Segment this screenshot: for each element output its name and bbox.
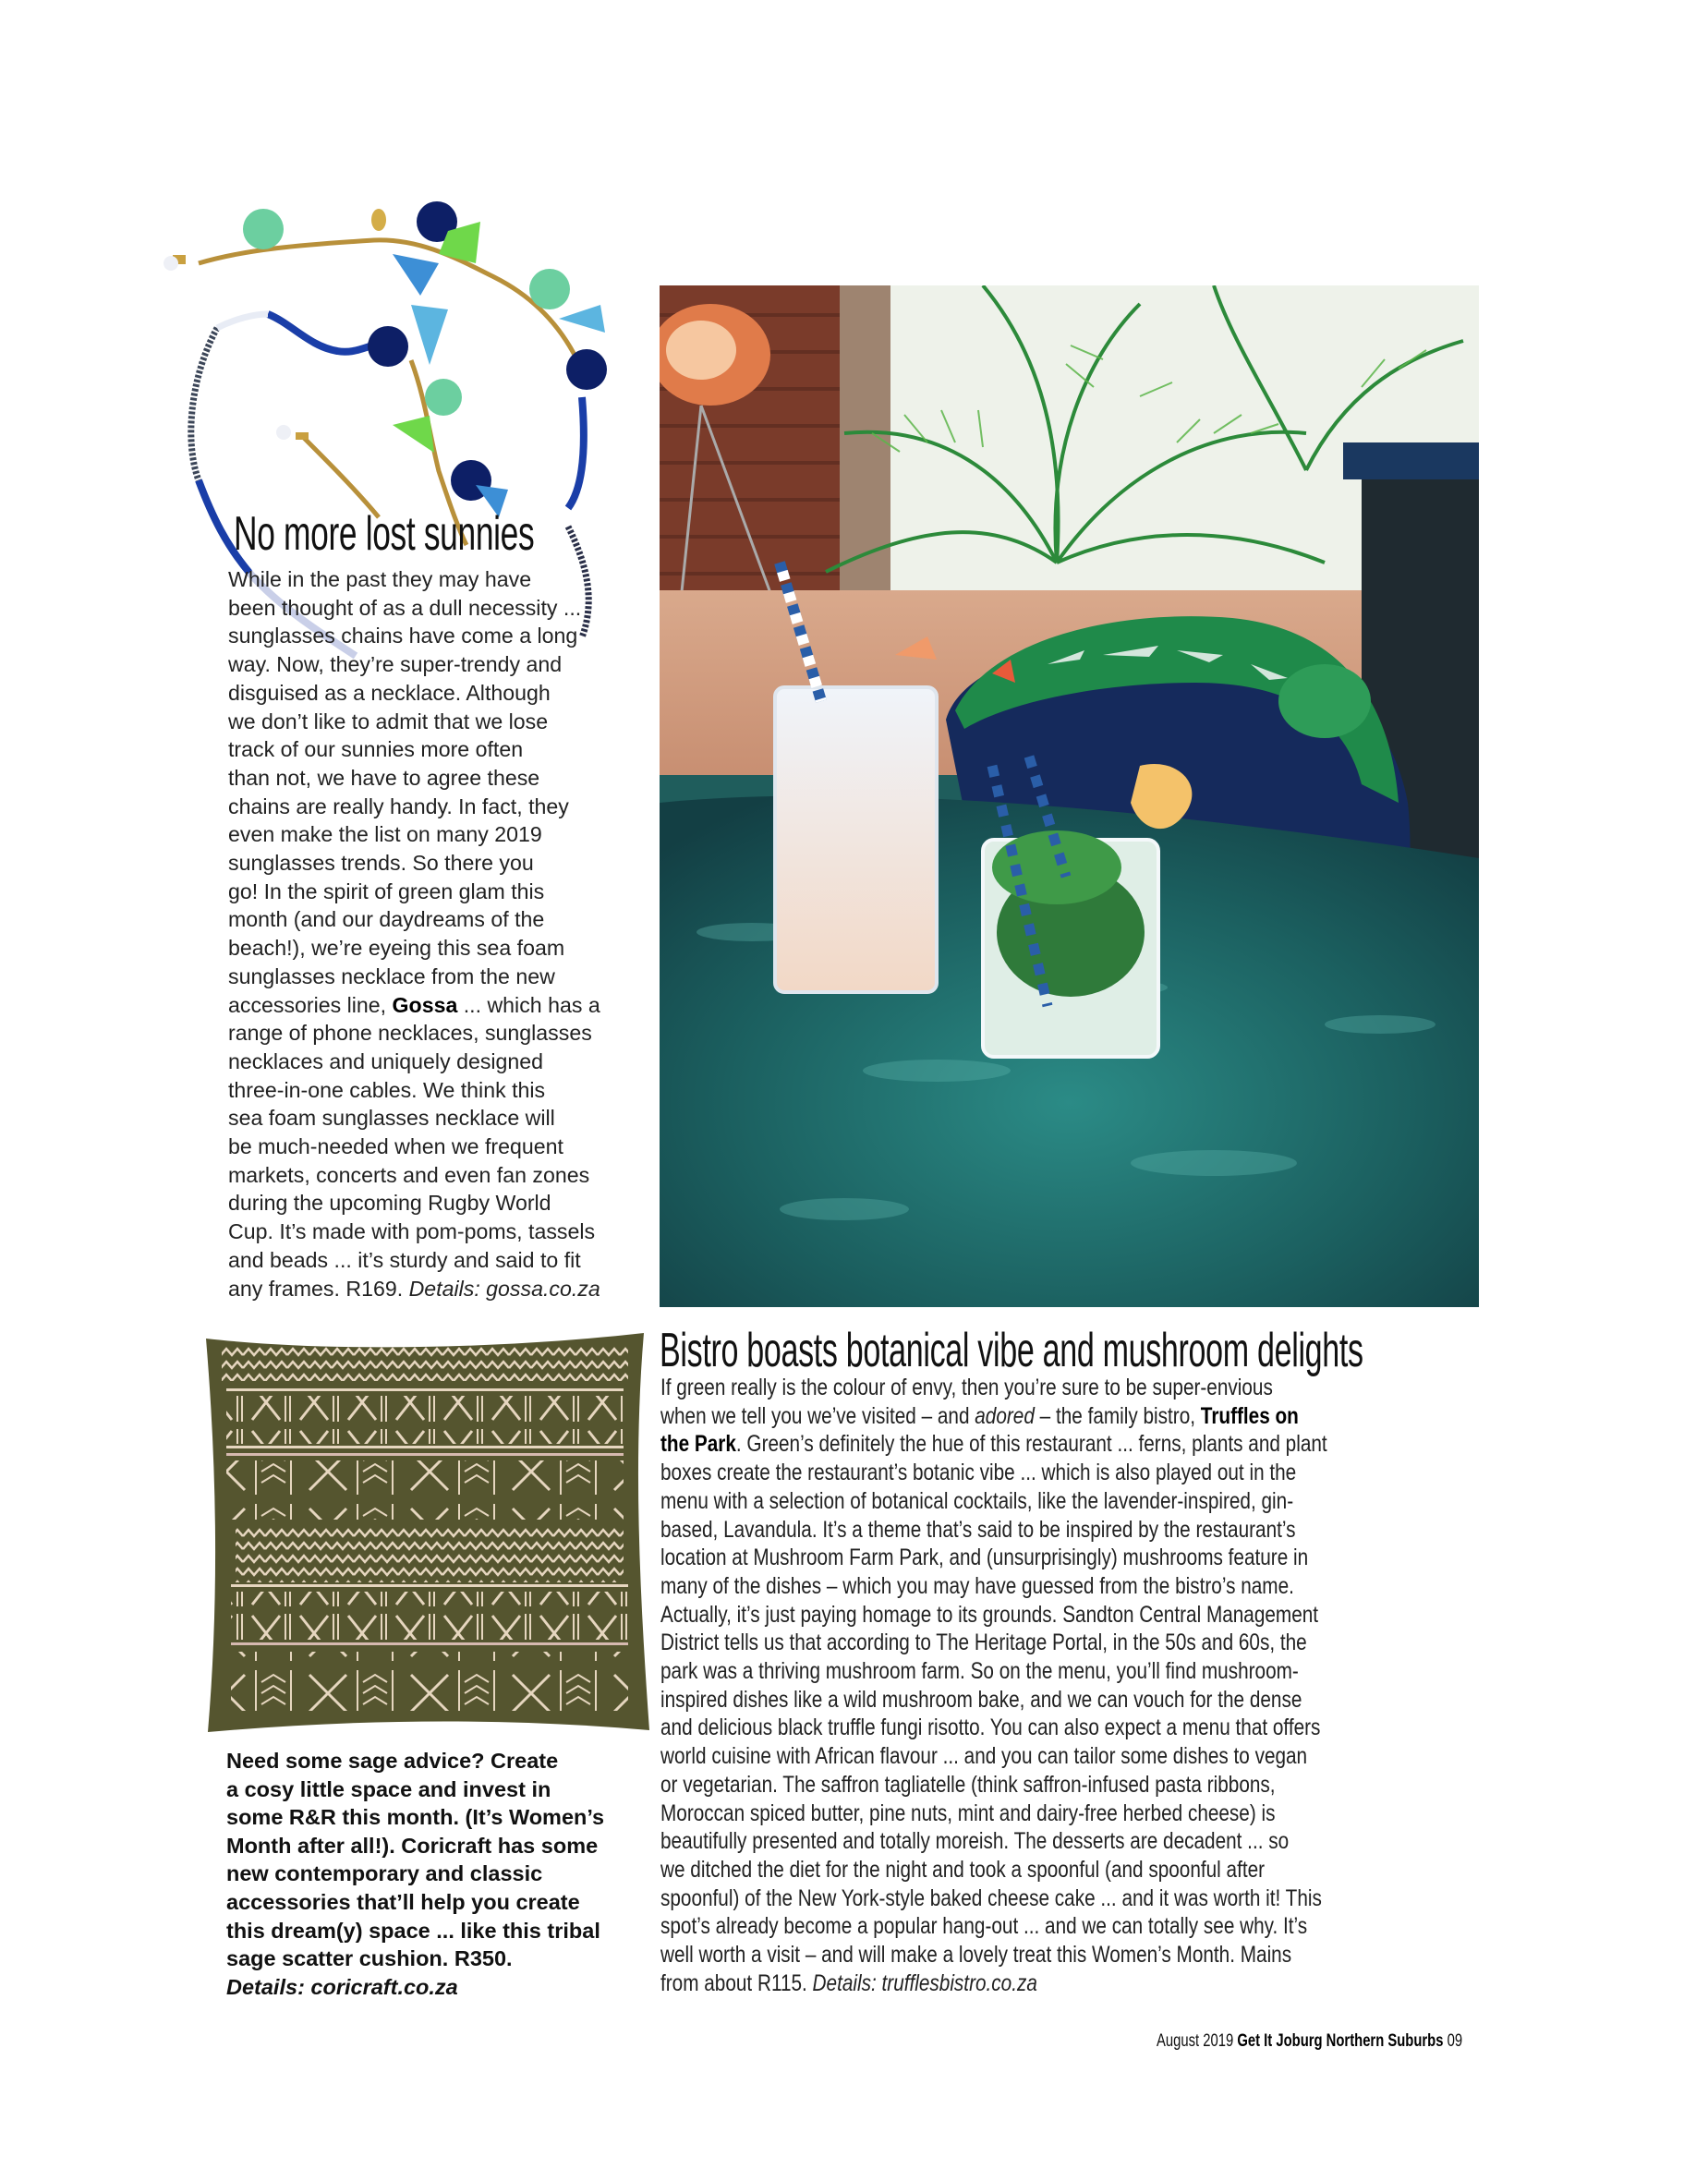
article-body-sunnies bbox=[228, 565, 628, 1303]
body-line: park was a thriving mushroom farm. So on the menu, you’ll find mushroom- bbox=[660, 1658, 1299, 1685]
details-link: Details: trufflesbistro.co.za bbox=[812, 1969, 1037, 1996]
body-line: way. Now, they’re super-trendy and bbox=[228, 652, 563, 677]
body-line: sunglasses chains have come a long bbox=[228, 624, 578, 648]
body-line: beach!), we’re eyeing this sea foam bbox=[228, 936, 565, 961]
body-line: we don’t like to admit that we lose bbox=[228, 709, 549, 733]
body-line: during the upcoming Rugby World bbox=[228, 1191, 551, 1216]
body-line: track of our sunnies more often bbox=[228, 737, 524, 762]
restaurant-name: the Park bbox=[660, 1431, 736, 1458]
caption-line: some R&R this month. (It’s Women’s bbox=[226, 1805, 605, 1830]
body-text: from about R115. bbox=[660, 1969, 813, 1996]
body-line: three-in-one cables. We think this bbox=[228, 1077, 546, 1102]
restaurant-name: Truffles on bbox=[1200, 1402, 1299, 1429]
body-line: world cuisine with African flavour ... and you can tailor some dishes to vegan bbox=[660, 1743, 1308, 1770]
caption-line: Month after all!). Coricraft has some bbox=[226, 1833, 599, 1858]
article-title-bistro: Bistro boasts botanical vibe and mushroom delights bbox=[660, 1324, 1363, 1377]
body-line: Cup. It’s made with pom-poms, tassels bbox=[228, 1219, 596, 1244]
caption-line: new contemporary and classic bbox=[226, 1861, 543, 1886]
details-link: Details: gossa.co.za bbox=[408, 1276, 600, 1301]
body-line bbox=[660, 1402, 1351, 1431]
body-line: and delicious black truffle fungi risotto. You can also expect a menu that offers bbox=[660, 1715, 1321, 1741]
details-text: Details: coricraft.co.za bbox=[226, 1974, 458, 1999]
body-line: If green really is the colour of envy, then you’re sure to be super-envious bbox=[660, 1375, 1273, 1400]
body-line: month (and our daydreams of the bbox=[228, 907, 545, 932]
emphasis-text: adored bbox=[975, 1402, 1035, 1429]
body-line: spot’s already become a popular hang-out ... and we can totally see why. It’s bbox=[660, 1913, 1308, 1940]
publication-name: Get It Joburg Northern Suburbs bbox=[1237, 2031, 1444, 2051]
body-line: and beads ... it’s sturdy and said to fit bbox=[228, 1247, 581, 1272]
body-line-brand bbox=[228, 991, 628, 1020]
body-text: accessories line, bbox=[228, 992, 393, 1017]
page-footer bbox=[1157, 2031, 1462, 2052]
body-line: Actually, it’s just paying homage to its grounds. Sandton Central Management bbox=[660, 1601, 1319, 1628]
article-title-sunnies: No more lost sunnies bbox=[234, 507, 535, 561]
body-line: disguised as a necklace. Although bbox=[228, 680, 551, 705]
caption-line: Need some sage advice? Create bbox=[226, 1749, 559, 1773]
cushion-caption bbox=[226, 1747, 651, 2001]
body-line: well worth a visit – and will make a lovely treat this Women’s Month. Mains bbox=[660, 1942, 1292, 1969]
caption-line: sage scatter cushion. R350. bbox=[226, 1946, 513, 1971]
body-line: chains are really handy. In fact, they bbox=[228, 794, 569, 818]
details-link bbox=[226, 1973, 651, 2002]
body-line: Moroccan spiced butter, pine nuts, mint and dairy-free herbed cheese) is bbox=[660, 1799, 1276, 1826]
body-line: we ditched the diet for the night and took a spoonful (and spoonful after bbox=[660, 1856, 1266, 1883]
body-text: – the family bistro, bbox=[1034, 1402, 1201, 1429]
body-line: beautifully presented and totally moreish. The desserts are decadent ... so bbox=[660, 1828, 1290, 1855]
article-body-bistro bbox=[660, 1374, 1351, 1997]
body-line bbox=[660, 1430, 1351, 1459]
body-text: . Green’s definitely the hue of this restaurant ... ferns, plants and plant bbox=[735, 1431, 1327, 1458]
brand-name: Gossa bbox=[392, 992, 458, 1017]
body-text: when we tell you we’ve visited – and bbox=[660, 1402, 975, 1429]
body-line: even make the list on many 2019 bbox=[228, 822, 542, 847]
body-text: any frames. R169. bbox=[228, 1276, 409, 1301]
body-text: ... which has a bbox=[457, 992, 600, 1017]
body-line: many of the dishes – which you may have guessed from the bistro’s name. bbox=[660, 1572, 1294, 1599]
body-line: necklaces and uniquely designed bbox=[228, 1048, 544, 1073]
body-line: District tells us that according to The Heritage Portal, in the 50s and 60s, the bbox=[660, 1630, 1307, 1656]
body-line: sea foam sunglasses necklace will bbox=[228, 1106, 555, 1131]
bistro-cocktails-photo bbox=[660, 285, 1479, 1307]
body-line: While in the past they may have bbox=[228, 567, 532, 591]
body-line: sunglasses necklace from the new bbox=[228, 963, 555, 988]
cushion-product-image bbox=[199, 1333, 651, 1735]
body-line: go! In the spirit of green glam this bbox=[228, 878, 545, 903]
body-line: markets, concerts and even fan zones bbox=[228, 1162, 590, 1187]
body-line: menu with a selection of botanical cocktails, like the lavender-inspired, gin- bbox=[660, 1487, 1294, 1514]
body-line: based, Lavandula. It’s a theme that’s said to be inspired by the restaurant’s bbox=[660, 1516, 1296, 1543]
body-line: sunglasses trends. So there you bbox=[228, 851, 534, 876]
body-line: than not, we have to agree these bbox=[228, 765, 540, 790]
caption-line: this dream(y) space ... like this tribal bbox=[226, 1918, 600, 1943]
body-line: spoonful) of the New York-style baked cheese cake ... and it was worth it! This bbox=[660, 1884, 1322, 1911]
body-line: range of phone necklaces, sunglasses bbox=[228, 1021, 592, 1046]
caption-line: accessories that’ll help you create bbox=[226, 1889, 580, 1914]
body-line: be much-needed when we frequent bbox=[228, 1134, 563, 1159]
body-line: location at Mushroom Farm Park, and (unsurprisingly) mushrooms feature in bbox=[660, 1545, 1309, 1571]
body-line-details bbox=[660, 1969, 1351, 1998]
body-line: been thought of as a dull necessity ... bbox=[228, 595, 582, 620]
caption-line: a cosy little space and invest in bbox=[226, 1776, 551, 1801]
body-line-details bbox=[228, 1275, 628, 1303]
body-line: inspired dishes like a wild mushroom bake, and we can vouch for the dense bbox=[660, 1686, 1302, 1713]
body-line: or vegetarian. The saffron tagliatelle (think saffron-infused pasta ribbons, bbox=[660, 1771, 1276, 1798]
body-line: boxes create the restaurant’s botanic vibe ... which is also played out in the bbox=[660, 1460, 1297, 1486]
page-number: 09 bbox=[1443, 2031, 1463, 2051]
issue-date: August 2019 bbox=[1157, 2031, 1238, 2051]
